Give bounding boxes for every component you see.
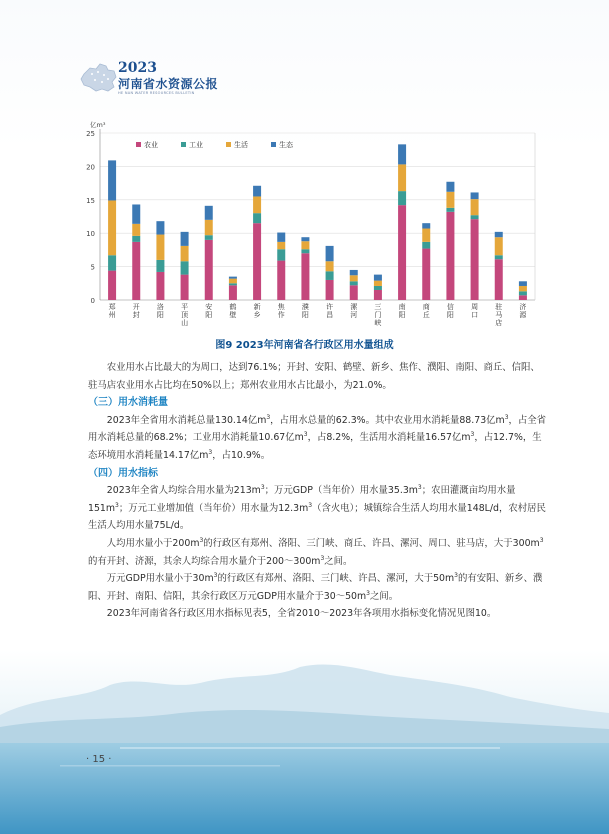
legend-swatch	[271, 142, 276, 147]
paragraph-per-capita: 人均用水量小于$200m^3$的行政区有郑州、洛阳、三门峡、商丘、许昌、漯河、周口、驻马店，大于$300m^3$的有开封、济源，其余人均综合用水量介于$200\sim 300m^3$之间。	[88, 536, 544, 567]
y-tick-label: 10	[86, 230, 95, 239]
legend-swatch	[226, 142, 231, 147]
bar-segment	[495, 255, 503, 259]
bar-segment	[301, 241, 309, 249]
y-tick-label: 0	[90, 297, 95, 305]
bar-segment	[229, 285, 237, 300]
bar-segment	[108, 255, 116, 270]
bar-segment	[350, 275, 358, 281]
bar-segment	[326, 280, 334, 300]
y-tick-label: 25	[86, 130, 95, 138]
paragraph-indicators: 2023年全省人均综合用水量为$213m^3$；万元GDP（当年价）用水量$35.3m^3$；农田灌溉亩均用水量$151m^3$；万元工业增加值（当年价）用水量为$12.3m^3$（含火电）；城镇综合生活人均用水量148L/d，农村居民生活人均用水量75L/d。	[88, 484, 546, 532]
lake-landscape-decoration	[0, 655, 609, 834]
bar-segment	[108, 271, 116, 300]
bar-segment	[277, 242, 285, 249]
bar-segment	[181, 261, 189, 274]
section-heading-indicators: （四）用水指标	[88, 467, 158, 479]
bar-segment	[181, 275, 189, 300]
bar-segment	[277, 261, 285, 300]
bar-segment	[277, 233, 285, 242]
bar-segment	[471, 199, 479, 215]
water-use-stacked-bar-chart	[70, 115, 550, 340]
bar-segment	[205, 235, 213, 240]
bar-segment	[398, 164, 406, 191]
bar-segment	[301, 249, 309, 253]
bar-segment	[495, 232, 503, 237]
bar-segment	[132, 204, 140, 223]
paragraph-consumption: 2023年全省用水消耗总量130.14亿$m^3$，占用水总量的62.3%。其中农业用水消耗量88.73亿$m^3$，占全省用水消耗总量的68.2%；工业用水消耗量10.67亿$m^3$，占8.2%，生活用水消耗量16.57亿$m^3$，占12.7%，生态环境用水消耗量14.17亿$m^3$，占10.9%。	[88, 413, 547, 461]
bar-segment	[156, 221, 164, 234]
bar-segment	[350, 285, 358, 300]
bar-segment	[374, 281, 382, 286]
paragraph-agriculture-share: 农业用水占比最大的为周口，达到76.1%；开封、安阳、鹤壁、新乡、焦作、濮阳、南阳、商丘、信阳、驻马店农业用水占比均在50%以上；郑州农业用水占比最小，为21.0%。	[88, 362, 540, 391]
legend-label: 工业	[189, 141, 203, 149]
x-category-label: 安阳	[205, 303, 213, 319]
x-category-label: 驻马店	[495, 303, 503, 327]
bulletin-title: 河南省水资源公报	[118, 77, 219, 91]
bar-segment	[422, 223, 430, 228]
y-tick-label: 15	[86, 196, 95, 205]
paragraph-gdp-water-use: 万元GDP用水量小于$30m^3$的行政区有郑州、洛阳、三门峡、许昌、漯河，大于$50m^3$的有安阳、新乡、濮阳、开封、南阳、信阳，其余行政区万元GDP用水量介于$30\sim 50m^3$之间。	[88, 572, 543, 602]
bar-segment	[446, 182, 454, 192]
unit-label: 亿m³	[90, 121, 106, 129]
bar-segment	[253, 223, 261, 300]
bar-segment	[374, 275, 382, 281]
bar-segment	[156, 272, 164, 300]
bar-segment	[326, 271, 334, 280]
x-category-label: 鹤壁	[229, 303, 237, 319]
bar-segment	[326, 261, 334, 271]
bar-segment	[422, 229, 430, 242]
bar-segment	[108, 160, 116, 200]
henan-map-icon	[78, 60, 120, 94]
bar-segment	[181, 232, 189, 246]
bar-segment	[156, 260, 164, 272]
bar-segment	[253, 186, 261, 197]
x-category-label: 新乡	[253, 303, 261, 319]
x-category-label: 开封	[132, 303, 140, 319]
figure-caption: 图9 2023年河南省各行政区用水量组成	[215, 340, 394, 351]
x-category-label: 许昌	[326, 303, 334, 319]
bar-segment	[132, 224, 140, 236]
legend-swatch	[181, 142, 186, 147]
bar-segment	[205, 206, 213, 220]
bar-segment	[519, 281, 527, 286]
legend-label: 生活	[234, 141, 248, 149]
bar-segment	[301, 237, 309, 241]
bar-segment	[422, 242, 430, 249]
x-category-label: 济源	[519, 303, 527, 319]
bar-segment	[519, 286, 527, 291]
y-tick-label: 20	[86, 163, 95, 172]
body-text	[88, 359, 548, 623]
x-category-label: 平顶山	[181, 303, 189, 327]
bar-segment	[253, 196, 261, 213]
x-category-label: 商丘	[422, 303, 430, 319]
bar-segment	[229, 279, 237, 284]
x-category-label: 濮阳	[301, 303, 309, 319]
bar-segment	[350, 270, 358, 275]
bar-segment	[471, 219, 479, 300]
x-category-label: 郑州	[108, 303, 116, 319]
paragraph-table-reference: 2023年河南省各行政区用水指标见表5，全省2010～2023年各项用水指标变化情况见图10。	[106, 608, 497, 620]
x-category-label: 南阳	[398, 303, 406, 319]
bar-segment	[374, 290, 382, 300]
x-category-label: 信阳	[446, 303, 454, 319]
legend-label: 生态	[279, 141, 293, 149]
bar-segment	[108, 200, 116, 255]
bar-segment	[446, 208, 454, 212]
bulletin-year: 2023	[118, 60, 157, 76]
y-tick-label: 5	[90, 263, 95, 272]
bar-segment	[132, 236, 140, 242]
legend-swatch	[136, 142, 141, 147]
x-category-label: 漯河	[350, 303, 358, 319]
bar-segment	[229, 283, 237, 285]
bar-segment	[422, 249, 430, 300]
bar-segment	[229, 277, 237, 279]
bar-segment	[398, 191, 406, 205]
bar-segment	[205, 220, 213, 235]
bar-segment	[519, 295, 527, 300]
bar-segment	[277, 249, 285, 260]
x-category-label: 三门峡	[374, 303, 382, 327]
bar-segment	[519, 291, 527, 295]
bar-segment	[471, 192, 479, 199]
legend-label: 农业	[144, 141, 158, 149]
bar-segment	[326, 246, 334, 261]
bar-segment	[350, 281, 358, 285]
bar-segment	[205, 240, 213, 300]
bar-segment	[156, 235, 164, 260]
section-heading-consumption: （三）用水消耗量	[88, 397, 168, 409]
bar-segment	[471, 215, 479, 219]
x-category-label: 洛阳	[156, 303, 164, 319]
bar-segment	[398, 144, 406, 164]
bar-segment	[398, 205, 406, 300]
bulletin-subtitle: HE NAN WATER RESOURCES BULLETIN	[118, 91, 195, 95]
bar-segment	[253, 213, 261, 223]
bar-segment	[446, 212, 454, 300]
x-category-label: 周口	[471, 303, 479, 319]
bar-segment	[181, 246, 189, 261]
bar-segment	[132, 242, 140, 300]
bar-segment	[301, 253, 309, 300]
bar-segment	[446, 192, 454, 208]
bar-segment	[374, 286, 382, 290]
bar-segment	[495, 237, 503, 255]
page-number: · 15 ·	[86, 754, 112, 765]
bar-segment	[495, 259, 503, 300]
bulletin-header	[78, 58, 278, 98]
x-category-label: 焦作	[277, 303, 285, 319]
